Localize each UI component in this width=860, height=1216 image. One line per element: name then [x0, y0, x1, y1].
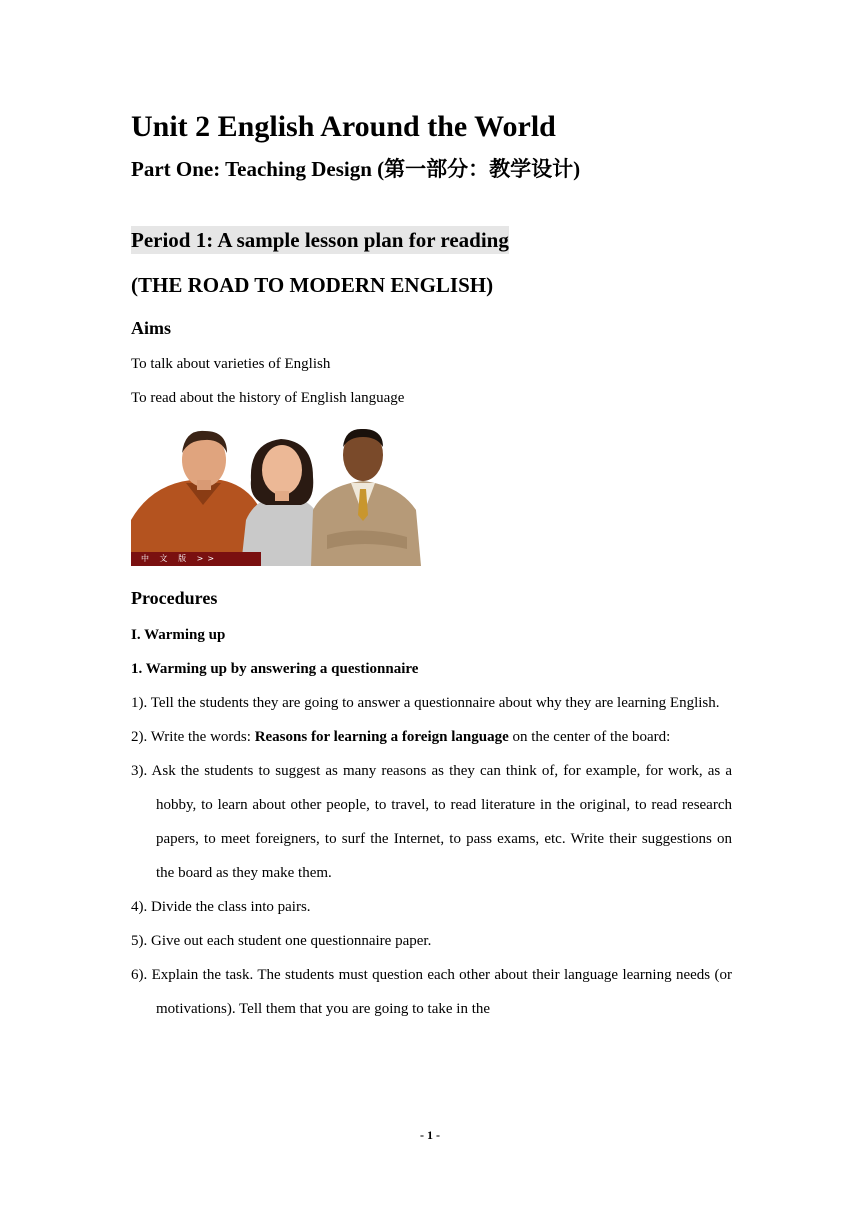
- period-title: Period 1: A sample lesson plan for reading: [131, 228, 509, 252]
- step-2-prefix: 2). Write the words:: [131, 729, 255, 745]
- aim-item: To talk about varieties of English: [131, 356, 331, 372]
- step-2-bold-phrase: Reasons for learning a foreign language: [254, 729, 509, 745]
- step-3: 3). Ask the students to suggest as many reasons as they can think of, for example, for work, as a hobby, to learn about other people, to travel, to read literature in the original, to read research papers, to meet foreigners, to surf the Internet, to pass exams, etc. Write their suggestions on the board as they make them.: [131, 763, 732, 881]
- part-title: Part One: Teaching Design (第一部分：教学设计): [131, 157, 581, 181]
- language-version-strip: 中 文 版 >>: [131, 552, 261, 566]
- aims-heading: Aims: [131, 318, 171, 338]
- aims-list: [131, 347, 732, 415]
- step-1: 1). Tell the students they are going to answer a questionnaire about why they are learning English.: [131, 695, 720, 711]
- subsection-heading: 1. Warming up by answering a questionnaire: [131, 661, 419, 677]
- teachers-illustration: [131, 425, 422, 566]
- reading-title: (THE ROAD TO MODERN ENGLISH): [131, 273, 494, 297]
- person-right: [311, 429, 421, 566]
- step-5: 5). Give out each student one questionnaire paper.: [131, 933, 432, 949]
- step-2: [131, 720, 732, 754]
- section-heading: I. Warming up: [131, 627, 226, 643]
- step-6: 6). Explain the task. The students must question each other about their language learning needs (or motivations). Tell them that you are going to take in the: [131, 967, 732, 1017]
- unit-title: Unit 2 English Around the World: [131, 110, 556, 143]
- teachers-photo: [131, 425, 422, 566]
- procedures-heading: Procedures: [131, 588, 218, 608]
- aim-item: To read about the history of English language: [131, 390, 405, 406]
- page-content: [131, 108, 732, 1026]
- step-2-suffix: on the center of the board:: [508, 729, 671, 745]
- step-4: 4). Divide the class into pairs.: [131, 899, 311, 915]
- page-number: - 1 -: [420, 1128, 440, 1142]
